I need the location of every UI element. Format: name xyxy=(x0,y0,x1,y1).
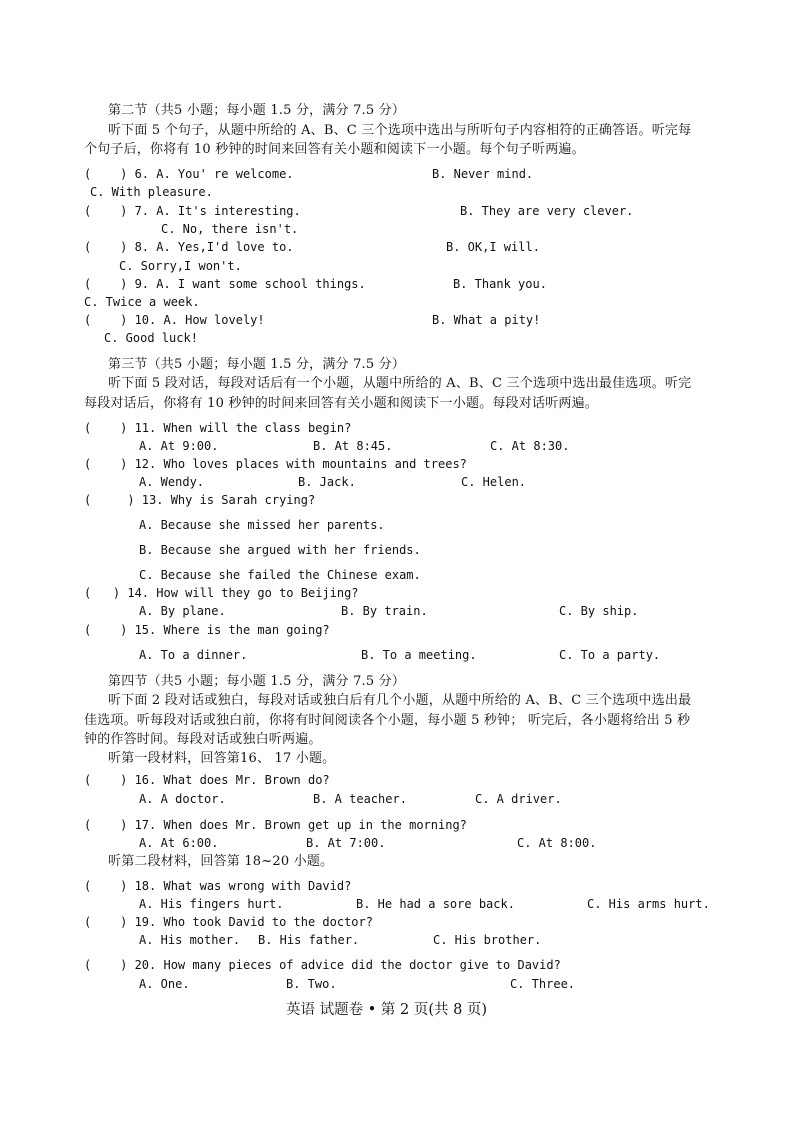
question-13-option-b: B. Because she argued with her friends. xyxy=(139,543,421,557)
question-13-option-c: C. Because she failed the Chinese exam. xyxy=(139,568,421,582)
question-6-option-b: B. Never mind. xyxy=(432,167,534,181)
question-18-option-c: C. His arms hurt. xyxy=(587,897,710,911)
question-14-option-a: A. By plane. xyxy=(139,604,226,618)
question-11-option-b: B. At 8:45. xyxy=(313,439,393,453)
question-18-option-a: A. His fingers hurt. xyxy=(139,897,284,911)
question-13-stem: ( ) 13. Why is Sarah crying? xyxy=(84,493,316,507)
question-6-stem: ( ) 6. A. You' re welcome. xyxy=(84,167,294,181)
question-17-stem: ( ) 17. When does Mr. Brown get up in the morning? xyxy=(84,818,467,832)
question-15-stem: ( ) 15. Where is the man going? xyxy=(84,623,330,637)
section-3-heading: 第三节（共5 小题；每小题 1.5 分，满分 7.5 分） xyxy=(108,357,406,372)
question-15-option-c: C. To a party. xyxy=(559,648,661,662)
question-10-option-c: C. Good luck! xyxy=(104,331,198,345)
question-7-option-b: B. They are very clever. xyxy=(460,204,634,218)
question-11-option-a: A. At 9:00. xyxy=(139,439,219,453)
question-17-option-c: C. At 8:00. xyxy=(517,836,597,850)
question-8-option-c: C. Sorry,I won't. xyxy=(119,259,242,273)
question-12-option-b: B. Jack. xyxy=(298,475,356,489)
question-12-option-c: C. Helen. xyxy=(461,475,527,489)
section-3-instructions-line1: 听下面 5 段对话，每段对话后有一个小题，从题中所给的 A、B、C 三个选项中选出最佳选项。听完 xyxy=(108,376,692,391)
question-19-option-a: A. His mother. xyxy=(139,933,241,947)
section-3-instructions-line2: 每段对话后，你将有 10 秒钟的时间来回答有关小题和阅读下一小题。每段对话听两遍。 xyxy=(84,396,599,411)
question-20-option-c: C. Three. xyxy=(510,977,576,991)
question-13-option-a: A. Because she missed her parents. xyxy=(139,518,385,532)
section-4-instructions-line3: 钟的作答时间。每段对话或独白听两遍。 xyxy=(84,732,322,747)
question-10-option-b: B. What a pity! xyxy=(432,313,541,327)
question-15-option-b: B. To a meeting. xyxy=(361,648,477,662)
question-14-option-b: B. By train. xyxy=(341,604,428,618)
question-16-stem: ( ) 16. What does Mr. Brown do? xyxy=(84,773,330,787)
section-2-heading: 第二节（共5 小题；每小题 1.5 分，满分 7.5 分） xyxy=(108,103,406,118)
question-14-stem: ( ) 14. How will they go to Beijing? xyxy=(84,586,359,600)
question-7-stem: ( ) 7. A. It's interesting. xyxy=(84,204,301,218)
question-17-option-a: A. At 6:00. xyxy=(139,836,219,850)
question-8-stem: ( ) 8. A. Yes,I'd love to. xyxy=(84,240,294,254)
question-20-option-b: B. Two. xyxy=(286,977,337,991)
question-16-option-b: B. A teacher. xyxy=(313,792,407,806)
question-9-stem: ( ) 9. A. I want some school things. xyxy=(84,277,366,291)
question-9-option-c: C. Twice a week. xyxy=(84,295,200,309)
question-9-option-b: B. Thank you. xyxy=(453,277,547,291)
section-4-material-2: 听第二段材料，回答第 18~20 小题。 xyxy=(108,854,334,869)
question-16-option-c: C. A driver. xyxy=(475,792,562,806)
section-4-instructions-line2: 佳选项。听每段对话或独白前，你将有时间阅读各个小题，每小题 5 秒钟； 听完后，各小题将给出 5 秒 xyxy=(84,713,691,728)
section-2-instructions-line2: 个句子后，你将有 10 秒钟的时间来回答有关小题和阅读下一小题。每个句子听两遍。 xyxy=(84,142,585,157)
question-11-option-c: C. At 8:30. xyxy=(490,439,570,453)
question-7-option-c: C. No, there isn't. xyxy=(161,222,299,236)
question-11-stem: ( ) 11. When will the class begin? xyxy=(84,421,352,435)
section-4-instructions-line1: 听下面 2 段对话或独白，每段对话或独白后有几个小题，从题中所给的 A、B、C 三个选项中选出最 xyxy=(108,693,692,708)
question-12-option-a: A. Wendy. xyxy=(139,475,205,489)
question-18-option-b: B. He had a sore back. xyxy=(356,897,515,911)
question-10-stem: ( ) 10. A. How lovely! xyxy=(84,313,265,327)
page-footer: 英语 试题卷 • 第 2 页(共 8 页) xyxy=(286,1002,488,1018)
question-20-option-a: A. One. xyxy=(139,977,190,991)
section-2-instructions-line1: 听下面 5 个句子，从题中所给的 A、B、C 三个选项中选出与所听句子内容相符的正确答语。听完每 xyxy=(108,123,692,138)
question-14-option-c: C. By ship. xyxy=(559,604,639,618)
question-20-stem: ( ) 20. How many pieces of advice did the doctor give to David? xyxy=(84,958,561,972)
question-19-option-b: B. His father. xyxy=(258,933,360,947)
section-4-material-1: 听第一段材料，回答第16、 17 小题。 xyxy=(108,751,336,766)
question-16-option-a: A. A doctor. xyxy=(139,792,226,806)
question-19-option-c: C. His brother. xyxy=(433,933,542,947)
question-18-stem: ( ) 18. What was wrong with David? xyxy=(84,879,352,893)
question-6-option-c: C. With pleasure. xyxy=(90,185,213,199)
question-19-stem: ( ) 19. Who took David to the doctor? xyxy=(84,915,373,929)
section-4-heading: 第四节（共5 小题；每小题 1.5 分，满分 7.5 分） xyxy=(108,674,406,689)
question-17-option-b: B. At 7:00. xyxy=(306,836,386,850)
question-8-option-b: B. OK,I will. xyxy=(446,240,540,254)
question-12-stem: ( ) 12. Who loves places with mountains and trees? xyxy=(84,457,467,471)
question-15-option-a: A. To a dinner. xyxy=(139,648,248,662)
